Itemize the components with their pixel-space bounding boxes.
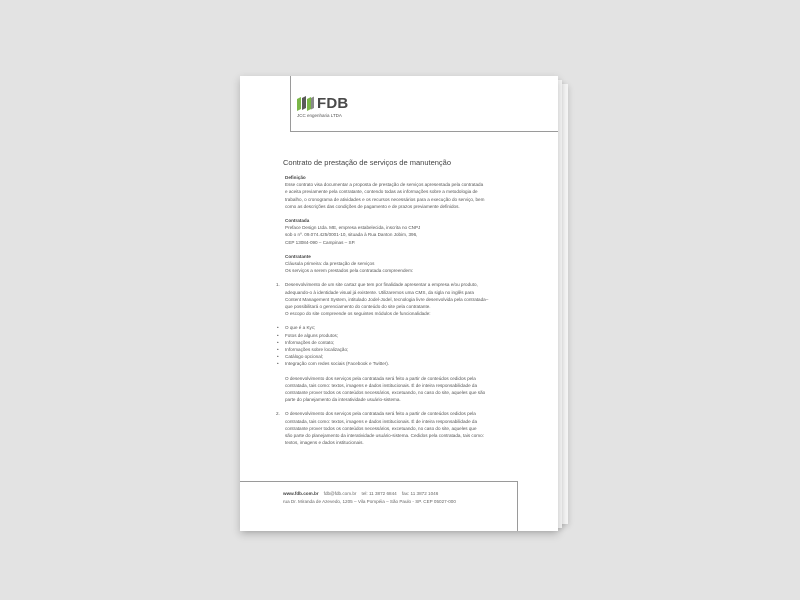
text-line: Desenvolvimento de um site cartaz que tem por finalidade apresentar a empresa e/ou produto, — [285, 282, 478, 288]
text-line: são parte do planejamento da interatividade usuário-sistema. Cedidos pela contratada, tais como: — [285, 433, 484, 439]
text-line: adequando-o à identidade visual já existente. Utilizaremos uma CMS, da sigla no inglês para — [285, 289, 474, 295]
text-line: Preface Design Ltda. ME, empresa estabelecida, inscrita no CNPJ — [285, 225, 421, 231]
text-line: como as descrições das condições de pagamento e de prazos previamente definidos. — [285, 203, 460, 209]
text-line: Esse contrato visa documentar a proposta de prestação de serviços apresentada pela contratada — [285, 182, 484, 188]
list-item: • O que é a Kyc; — [277, 325, 316, 331]
logo-subtitle: JCC engenharia LTDA — [297, 113, 342, 118]
text-line: Os serviços a serem prestados pela contratada compreendem: — [285, 268, 414, 274]
header-rule-vertical — [290, 76, 291, 132]
footer-rule-vertical — [517, 481, 518, 531]
section-heading-contratada: Contratada — [285, 218, 310, 224]
document-page — [240, 76, 558, 531]
logo-text: FDB — [317, 95, 349, 112]
footer-tel: tel: 11 3872 6844 — [361, 491, 397, 496]
list-item: • Catálogo opcional; — [277, 354, 324, 360]
fdb-logo-icon — [297, 96, 314, 111]
text-line: O desenvolvimento dos serviços pela contratada será feito a partir de conteúdos cedidos pela — [285, 411, 476, 417]
text-line: Cláusula primeira: da prestação de serviços — [285, 261, 375, 267]
text-line: CEP 13084-090 – Campinas – SP. — [285, 239, 356, 245]
text-line: trabalho, o cronograma de atividades e os recursos necessários para a execução do serviço, bem — [285, 196, 485, 202]
text-line: que possibilitará o gerenciamento do conteúdo do site pela contratante. — [285, 304, 431, 310]
bullet-icon: • — [277, 354, 279, 360]
footer-website: www.fdb.com.br — [283, 491, 319, 496]
list-item: • Integração com redes sociais (Facebook e Twitter). — [277, 361, 390, 367]
text-line: Content Management System, intitulado Jodel-Jodel, tecnologia livre desenvolvida pela contratada– — [285, 296, 489, 302]
list-item: • Informações sobre localização; — [277, 347, 349, 353]
text-line: parte do planejamento da interatividade usuário-sistema. — [285, 397, 401, 403]
text-line: contratante prover todos os conteúdos necessários, excetuando, no caso do site, aqueles que são — [285, 390, 486, 396]
text-line: textos, imagens e dados institucionais. — [285, 440, 364, 446]
list-item: • Fotos de alguns produtos; — [277, 332, 339, 338]
text-line: contratante prover todos os conteúdos necessários, excetuando, no caso do site, aqueles que — [285, 425, 477, 431]
document-body — [276, 174, 517, 447]
text-line: e aceita previamente pela contratante, contendo todas as informações sobre a metodologia de — [285, 189, 478, 195]
list-item: • Informações de contato; — [277, 339, 335, 345]
bullet-icon: • — [277, 325, 279, 331]
text-line: O escopo do site compreende os seguintes módulos de funcionalidade: — [285, 311, 431, 317]
text-line: contratada, tais como: textos, imagens e dados institucionais. É de inteira responsabilidade da — [285, 382, 478, 388]
bullet-icon: • — [277, 347, 279, 353]
item-number: 1. — [276, 282, 280, 288]
footer-email: fdb@fdb.com.br — [323, 491, 357, 496]
bullet-list — [277, 324, 517, 367]
footer-address: rua Dr. Miranda de Azevedo, 1205 – Vila Pompéia – São Paulo - SP. CEP 05027-000 — [283, 499, 456, 504]
item-number: 2. — [276, 411, 280, 417]
header-rule — [290, 131, 558, 132]
footer-fax: fax: 11 3872 1046 — [401, 491, 439, 496]
bullet-icon: • — [277, 339, 279, 345]
section-heading-definicao: Definição — [285, 175, 306, 180]
text-line: O desenvolvimento dos serviços pela contratada será feito a partir de conteúdos cedidos pela — [285, 375, 476, 381]
bullet-icon: • — [277, 361, 279, 367]
section-heading-contratante: Contratante — [285, 253, 311, 259]
text-line: contratada, tais como: textos, imagens e dados institucionais. É de inteira responsabilidade da — [285, 418, 478, 424]
numbered-item-1 — [276, 281, 517, 317]
document-title: Contrato de prestação de serviços de manutenção — [283, 158, 452, 167]
numbered-item-2 — [276, 410, 517, 446]
footer-rule — [240, 481, 518, 482]
text-line: sob o nº. 09.074.425/0001-10, situada à Rua Danton Jobim, 396, — [285, 232, 418, 238]
bullet-icon: • — [277, 332, 279, 338]
page-footer — [283, 490, 513, 506]
